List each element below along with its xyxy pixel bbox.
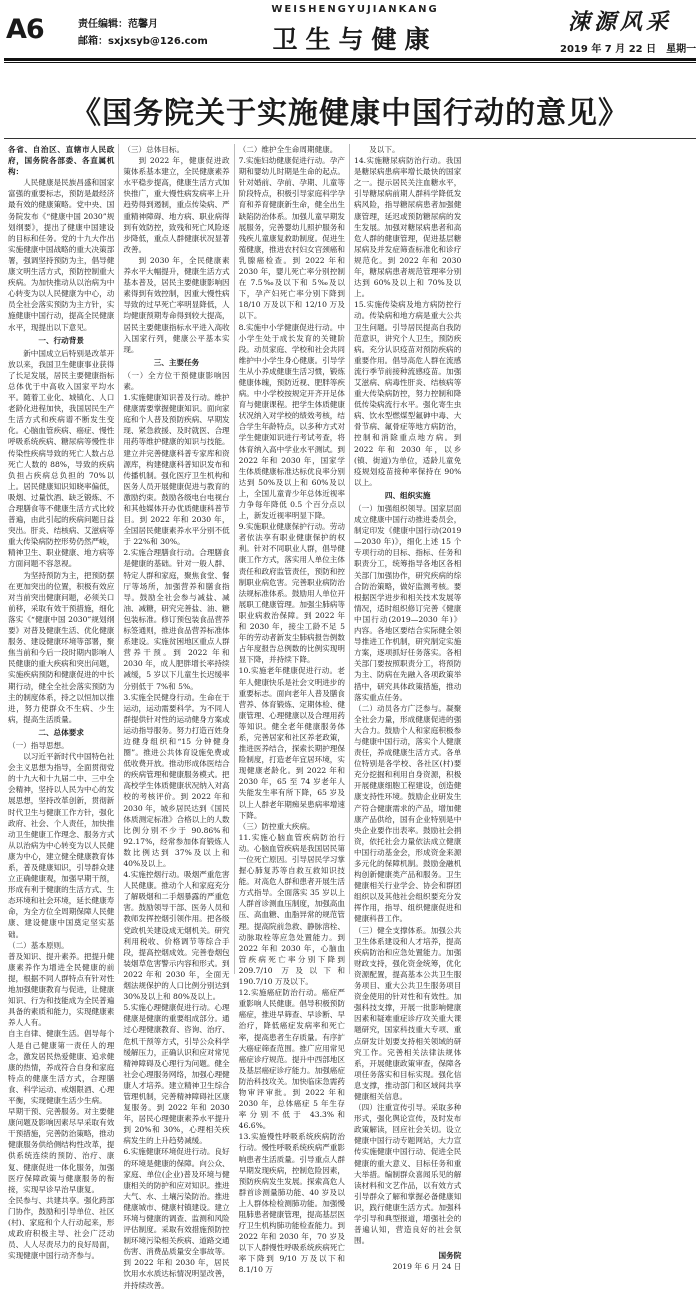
- paragraph-item: （二）维护全生命周期健康。: [238, 145, 338, 154]
- paragraph-item: 9.实施职业健康保护行动。劳动者依法享有职业健康保护的权利。针对不同职业人群，倡导健康工作方式，落实用人单位主体责任和政府监管责任，预防和控制职业病危害。完善职业病防治法规标准体系。鼓励用人单位开展职工健康管理。加强尘肺病等职业病救治保障。到 2022 年和 2030 年，接尘工龄不足 5 年的劳动者新发尘肺病报告例数占年度报告总例数的比例实现明显下降，并持续下降。: [238, 522, 345, 665]
- paragraph-item: （三）健全支撑体系。加强公共卫生体系建设和人才培养，提高疾病防治和应急处置能力。加强财政支持，强化资金统筹，优化资源配置，提高基本公共卫生服务项目、重大公共卫生服务项目资金使用的针对性和有效性。加强科技支撑，开展一批影响健康因素和疑难重症诊疗攻关重大课题研究，国家科技重大专项、重点研发计划要支持相关领域的研究工作。完善相关法律法规体系，开展健康政策审查，保障各项任务落实和目标实现。强化信息支撑，推动部门和区域间共享健康相关信息。: [353, 925, 462, 1101]
- paragraph-item: 1.实施健康知识普及行动。维护健康需要掌握健康知识。面向家庭和个人普及预防疾病、早期发现、紧急救援、及时就医、合理用药等维护健康的知识与技能。建立并完善健康科普专家库和资源库，构建健康科普知识发布和传播机制。强化医疗卫生机构和医务人员开展健康促进与教育的激励约束。鼓励各级电台电视台和其他媒体开办优质健康科普节目。到 2022 年和 2030 年，全国居民健康素养水平分别不低于 22%和 30%。: [123, 393, 230, 547]
- section-pinyin: WEISHENGYUJIANKANG: [271, 4, 439, 15]
- article-headline: 《国务院关于实施健康中国行动的意见》: [71, 96, 629, 131]
- paragraph-item: 全民参与、共建共享。强化跨部门协作，鼓励和引导单位、社区(村)、家庭和个人行动起来，形成政府积极主导、社会广泛动员、人人尽责尽力的良好局面，实现健康中国行动齐参与。: [8, 1195, 115, 1261]
- paragraph-sign-date: 2019 年 6 月 24 日: [392, 1262, 462, 1272]
- editor-info: [78, 16, 208, 50]
- editor-name: 责任编辑：范馨月: [78, 19, 158, 30]
- page-header: [0, 0, 700, 60]
- paragraph-item: （三）总体目标。: [123, 145, 185, 154]
- paragraph-item: 15.实施传染病及地方病防控行动。传染病和地方病是重大公共卫生问题。引导居民提高自我防范意识，讲究个人卫生，预防疾病。充分认识疫苗对预防疾病的重要作用。倡导高危人群在流感流行季节前接种流感疫苗。加强艾滋病、病毒性肝炎、结核病等重大传染病防控，努力控制和降低传染病流行水平。强化寄生虫病、饮水型燃煤型氟砷中毒、大骨节病、氟骨症等地方病防治，控制和消除重点地方病。到 2022 年和 2030 年，以乡(镇、街道)为单位，适龄儿童免疫规划疫苗接种率保持在 90%以上。: [353, 300, 462, 487]
- paragraph-item: （一）指导思想。: [8, 740, 69, 750]
- paragraph-item: （二）基本原则。: [8, 940, 69, 950]
- paragraph-item: 13.实施慢性呼吸系统疾病防治行动。慢性呼吸系统疾病严重影响患者生活质量。引导重点人群早期发现疾病，控制危险因素，预防疾病发生发展。探索高危人群首诊测量肺功能、40 岁及以上人群体检检测肺功能。加强慢阻肺患者健康管理，提高基层医疗卫生机构肺功能检查能力。到 2022 年和 2030 年，70 岁及以下人群慢性呼吸系统疾病死亡率下降到 9/10 万及以下和 8.1/10 万: [238, 1132, 345, 1275]
- paragraph-p: 以习近平新时代中国特色社会主义思想为指导，全面贯彻党的十九大和十九届二中、三中全会精神，坚持以人民为中心的发展思想，坚持改革创新，贯彻新时代卫生与健康工作方针，强化政府、社会、个人责任，加快推动卫生健康工作理念、服务方式从以治病为中心转变为以人民健康为中心，建立健全健康教育体系，普及健康知识，引导群众建立正确健康观，加强早期干预，形成有利于健康的生活方式、生态环境和社会环境，延长健康寿命，为全方位全周期保障人民健康、建设健康中国奠定坚实基础。: [8, 752, 115, 939]
- paragraph-p: 到 2022 年，健康促进政策体系基本建立，全民健康素养水平稳步提高，健康生活方式加快推广，重大慢性病发病率上升趋势得到遏制，重点传染病、严重精神障碍、地方病、职业病得到有效防控，致残和死亡风险逐步降低，重点人群健康状况显著改善。: [123, 156, 230, 254]
- text-column-1: [4, 144, 119, 1261]
- text-column-3: [235, 144, 350, 1275]
- headline-rule: [4, 138, 696, 139]
- paragraph-item: 自主自律、健康生活。倡导每个人是自己健康第一责任人的理念，激发居民热爱健康、追求健康的热情，养成符合自身和家庭特点的健康生活方式，合理膳食、科学运动、戒烟限酒、心理平衡，实现健康生活少生病。: [8, 1029, 115, 1105]
- paragraph-addressee: 各省、自治区、直辖市人民政府，国务院各部委、各直属机构：: [8, 145, 115, 177]
- paragraph-item: （四）注重宣传引导。采取多种形式，强化舆论宣传，及时发布政策解读，回应社会关切。设立健康中国行动专题网站，大力宣传实施健康中国行动、促进全民健康的重大意义、目标任务和重大举措。编制群众喜闻乐见的解读材料和文艺作品，以有效方式引导群众了解和掌握必备健康知识，践行健康生活方式。加强科学引导和典型报道，增强社会的普遍认知，营造良好的社会氛围。: [353, 1103, 462, 1246]
- paragraph-item: （一）加强组织领导。国家层面成立健康中国行动推进委员会，制定印发《健康中国行动(2019—2030 年)》，细化上述 15 个专项行动的目标、指标、任务和职责分工，统筹指导各地区各相关部门加强协作，研究疾病的综合防治策略，做好监测考核。要根据医学进步和相关技术发展等情况，适时组织修订完善《健康中国行动(2019—2030 年)》内容。各地区要结合实际健全领导推进工作机制，研究制定实施方案，逐项抓好任务落实。各相关部门要按照职责分工，将预防为主、防病在先融入各项政策举措中，研究具体政策措施，推动落实重点任务。: [353, 504, 462, 702]
- paragraph-dept: 国务院: [438, 1251, 462, 1261]
- paragraph-sub: 二、总体要求: [38, 727, 84, 737]
- paragraph-item: （二）动员各方广泛参与。凝聚全社会力量，形成健康促进的强大合力。鼓励个人和家庭积极参与健康中国行动，落实个人健康责任，养成健康生活方式。各单位特别是各学校、各社区(村)要充分挖掘和利用自身资源，积极开展健康细胞工程建设，创造健康支持性环境。鼓励企业研发生产符合健康需求的产品，增加健康产品供给，国有企业特别是中央企业要作出表率。鼓励社会捐资，依托社会力量依法成立健康中国行动基金会，形成资金来源多元化的保障机制。鼓励金融机构创新健康类产品和服务。卫生健康相关行业学会、协会和群团组织以及其他社会组织要充分发挥作用，指导、组织健康促进和健康科普工作。: [353, 703, 462, 924]
- paragraph-item: 7.实施妇幼健康促进行动。孕产期和婴幼儿时期是生命的起点。针对婚前、孕前、孕期、儿童等阶段特点，积极引导家庭科学孕育和养育健康新生命，健全出生缺陷防治体系。加强儿童早期发展服务，完善婴幼儿照护服务和残疾儿童康复救助制度。促进生殖健康，推进农村妇女宫颈癌和乳腺癌检查。到 2022 年和 2030 年，婴儿死亡率分别控制在 7.5‰及以下和 5‰及以下，孕产妇死亡率分别下降到 18/10 万及以下和 12/10 万及以下。: [238, 156, 345, 321]
- paragraph-item: 5.实施心理健康促进行动。心理健康是健康的重要组成部分。通过心理健康教育、咨询、治疗、危机干预等方式，引导公众科学缓解压力，正确认识和应对常见精神障碍及心理行为问题。健全社会心理服务网络，加强心理健康人才培养。建立精神卫生综合管理机制，完善精神障碍社区康复服务。到 2022 年和 2030 年，居民心理健康素养水平提升到 20%和 30%，心理相关疾病发生的上升趋势减缓。: [123, 1003, 230, 1146]
- paragraph-item: 12.实施癌症防治行动。癌症严重影响人民健康。倡导积极预防癌症，推进早筛查、早诊断、早治疗，降低癌症发病率和死亡率，提高患者生存质量。有序扩大癌症筛查范围。推广应用常见癌症诊疗规范。提升中西部地区及基层癌症诊疗能力。加强癌症防治科技攻关。加快临床急需药物审评审批。到 2022 年和 2030 年，总体癌症 5 年生存率分别不低于 43.3%和 46.6%。: [238, 988, 345, 1131]
- paragraph-p: 及以下。: [369, 145, 400, 154]
- paragraph-item: （一）全方位干预健康影响因素。: [123, 370, 230, 391]
- issue-date: 2019 年 7 月 22 日 星期一: [560, 44, 697, 55]
- paragraph-item: 11.实施心脑血管疾病防治行动。心脑血管疾病是我国居民第一位死亡原因。引导居民学习掌握心肺复苏等自救互救知识技能。对高危人群和患者开展生活方式指导。全面落实 35 岁以上人群首诊测血压制度，加强高血压、高血糖、血脂异常的规范管理。提高院前急救、静脉溶栓、动脉取栓等应急处置能力。到 2022 年和 2030 年，心脑血管疾病死亡率分别下降到 209.7/10 万及以下和 190.7/10 万及以下。: [238, 832, 345, 987]
- paragraph-item: 10.实施老年健康促进行动。老年人健康快乐是社会文明进步的重要标志。面向老年人普及膳食营养、体育锻炼、定期体检、健康管理、心理健康以及合理用药等知识。健全老年健康服务体系，完善居家和社区养老政策，推进医养结合，探索长期护理保险制度，打造老年宜居环境，实现健康老龄化。到 2022 年和 2030 年，65 至 74 岁老年人失能发生率有所下降，65 岁及以上人群老年期痴呆患病率增速下降。: [238, 666, 345, 820]
- article-body: [4, 144, 696, 1290]
- header-rule: [4, 58, 696, 61]
- section-title: 卫生与健康: [272, 25, 438, 54]
- paragraph-p: 人民健康是民族昌盛和国家富强的重要标志，预防是最经济最有效的健康策略。党中央、国务院发布《“健康中国 2030”规划纲要》，提出了健康中国建设的目标和任务。党的十九大作出实施健康中国战略的重大决策部署，强调坚持预防为主，倡导健康文明生活方式，预防控制重大疾病。为加快推动从以治病为中心转变为以人民健康为中心，动员全社会落实预防为主方针，实施健康中国行动，提高全民健康水平，现提出以下意见。: [8, 178, 115, 332]
- paragraph-item: 2.实施合理膳食行动。合理膳食是健康的基础。针对一般人群、特定人群和家庭，聚焦食堂、餐厅等场所，加强营养和膳食指导。鼓励全社会参与减盐、减油、减糖，研究完善盐、油、糖包装标准。修订预包装食品营养标签通则，推进食品营养标准体系建设。实施贫困地区重点人群营养干预。到 2022 年和 2030 年，成人肥胖增长率持续减缓，5 岁以下儿童生长迟缓率分别低于 7%和 5%。: [123, 548, 230, 691]
- paragraph-item: 6.实施健康环境促进行动。良好的环境是健康的保障。向公众、家庭、单位(企业)普及环境与健康相关的防护和应对知识。推进大气、水、土壤污染防治。推进健康城市、健康村镇建设。建立环境与健康的调查、监测和风险评估制度。采取有效措施预防控制环境污染相关疾病、道路交通伤害、消费品质量安全事故等。到 2022 年和 2030 年，居民饮用水水质达标情况明显改善，并持续改善。: [123, 1147, 230, 1290]
- paragraph-sub: 一、行动背景: [38, 335, 84, 345]
- paragraph-item: 4.实施控烟行动。吸烟严重危害人民健康。推动个人和家庭充分了解吸烟和二手烟暴露的严重危害。鼓励领导干部、医务人员和教师发挥控烟引领作用。把各级党政机关建设成无烟机关。研究利用税收、价格调节等综合手段，提高控烟成效。完善卷烟包装烟草危害警示内容和形式。到 2022 年和 2030 年，全面无烟法规保护的人口比例分别达到 30%及以上和 80%及以上。: [123, 870, 230, 1002]
- paragraph-item: 3.实施全民健身行动。生命在于运动，运动需要科学。为不同人群提供针对性的运动健身方案或运动指导服务。努力打造百姓身边健身组织和“15 分钟健身圈”。推进公共体育设施免费或低收费开放。推动形成体医结合的疾病管理和健康服务模式。把高校学生体质健康状况纳入对高校的考核评价。到 2022 年和 2030 年，城乡居民达到《国民体质测定标准》合格以上的人数比例分别不少于 90.86%和 92.17%，经常参加体育锻炼人数比例达到 37%及以上和 40%及以上。: [123, 692, 230, 868]
- paragraph-item: 14.实施糖尿病防治行动。我国是糖尿病患病率增长最快的国家之一。提示居民关注血糖水平，引导糖尿病前期人群科学降低发病风险，指导糖尿病患者加强健康管理，延迟或预防糖尿病的发生发展。加强对糖尿病患者和高危人群的健康管理，促进基层糖尿病及并发症筛查标准化和诊疗规范化。到 2022 年和 2030 年，糖尿病患者规范管理率分别达到 60%及以上和 70%及以上。: [353, 156, 462, 299]
- paragraph-item: 8.实施中小学健康促进行动。中小学生处于成长发育的关键阶段。动员家庭、学校和社会共同维护中小学生身心健康。引导学生从小养成健康生活习惯，锻炼健康体魄，预防近视、肥胖等疾病。中小学校按规定开齐开足体育与健康课程。把学生体质健康状况纳入对学校的绩效考核，结合学生年龄特点，以多种方式对学生健康知识进行考试考查，将体育纳入高中学业水平测试。到 2022 年和 2030 年，国家学生体质健康标准达标优良率分别达到 50%及以上和 60%及以上，全国儿童青少年总体近视率力争每年降低 0.5 个百分点以上，新发近视率明显下降。: [238, 322, 345, 521]
- page-number: A6: [6, 14, 44, 45]
- paragraph-item: （三）防控重大疾病。: [238, 821, 315, 831]
- text-column-2: [119, 144, 234, 1290]
- text-column-4: [350, 144, 465, 1272]
- paragraph-item: 早期干预、完善服务。对主要健康问题及影响因素尽早采取有效干预措施，完善防治策略，推动健康服务供给侧结构性改革，提供系统连续的预防、治疗、康复、健康促进一体化服务，加强医疗保障政策与健康服务的衔接，实现早诊早治早康复。: [8, 1107, 115, 1194]
- paragraph-p: 为坚持预防为主，把预防摆在更加突出的位置，积极有效应对当前突出健康问题，必须关口前移，采取有效干预措施，细化落实《“健康中国 2030”规划纲要》对普及健康生活、优化健康服务、建设健康环境等部署，聚焦当前和今后一段时期内影响人民健康的重大疾病和突出问题，实施疾病预防和健康促进的中长期行动，健全全社会落实预防为主的制度体系，持之以恒加以推进，努力使群众不生病、少生病，提高生活质量。: [8, 570, 115, 724]
- paragraph-sub: 三、主要任务: [153, 357, 200, 367]
- paragraph-item: 普及知识、提升素养。把提升健康素养作为增进全民健康的前提，根据不同人群特点有针对性地加强健康教育与促进，让健康知识、行为和技能成为全民普遍具备的素质和能力，实现健康素养人人有。: [8, 951, 115, 1028]
- paragraph-sub: 四、组织实施: [384, 490, 431, 500]
- header-rule-thin: [4, 62, 696, 63]
- paragraph-p: 新中国成立后特别是改革开放以来，我国卫生健康事业获得了长足发展，居民主要健康指标总体优于中高收入国家平均水平。随着工业化、城镇化、人口老龄化进程加快，我国居民生产生活方式和疾病谱不断发生变化。心脑血管疾病、癌症、慢性呼吸系统疾病、糖尿病等慢性非传染性疾病导致的死亡人数占总死亡人数的 88%，导致的疾病负担占疾病总负担的 70%以上。居民健康知识知晓率偏低，吸烟、过量饮酒、缺乏锻炼、不合理膳食等不健康生活方式比较普遍，由此引起的疾病问题日益突出。肝炎、结核病、艾滋病等重大传染病防控形势仍然严峻，精神卫生、职业健康、地方病等方面问题不容忽视。: [8, 348, 115, 569]
- newspaper-brand: 涑源风采: [568, 9, 673, 35]
- editor-email: 邮箱：sxjxsyb@126.com: [78, 36, 208, 47]
- paragraph-p: 到 2030 年，全民健康素养水平大幅提升，健康生活方式基本普及，居民主要健康影响因素得到有效控制，因重大慢性病导致的过早死亡率明显降低，人均健康预期寿命得到较大提高，居民主要健康指标水平进入高收入国家行列，健康公平基本实现。: [123, 255, 230, 354]
